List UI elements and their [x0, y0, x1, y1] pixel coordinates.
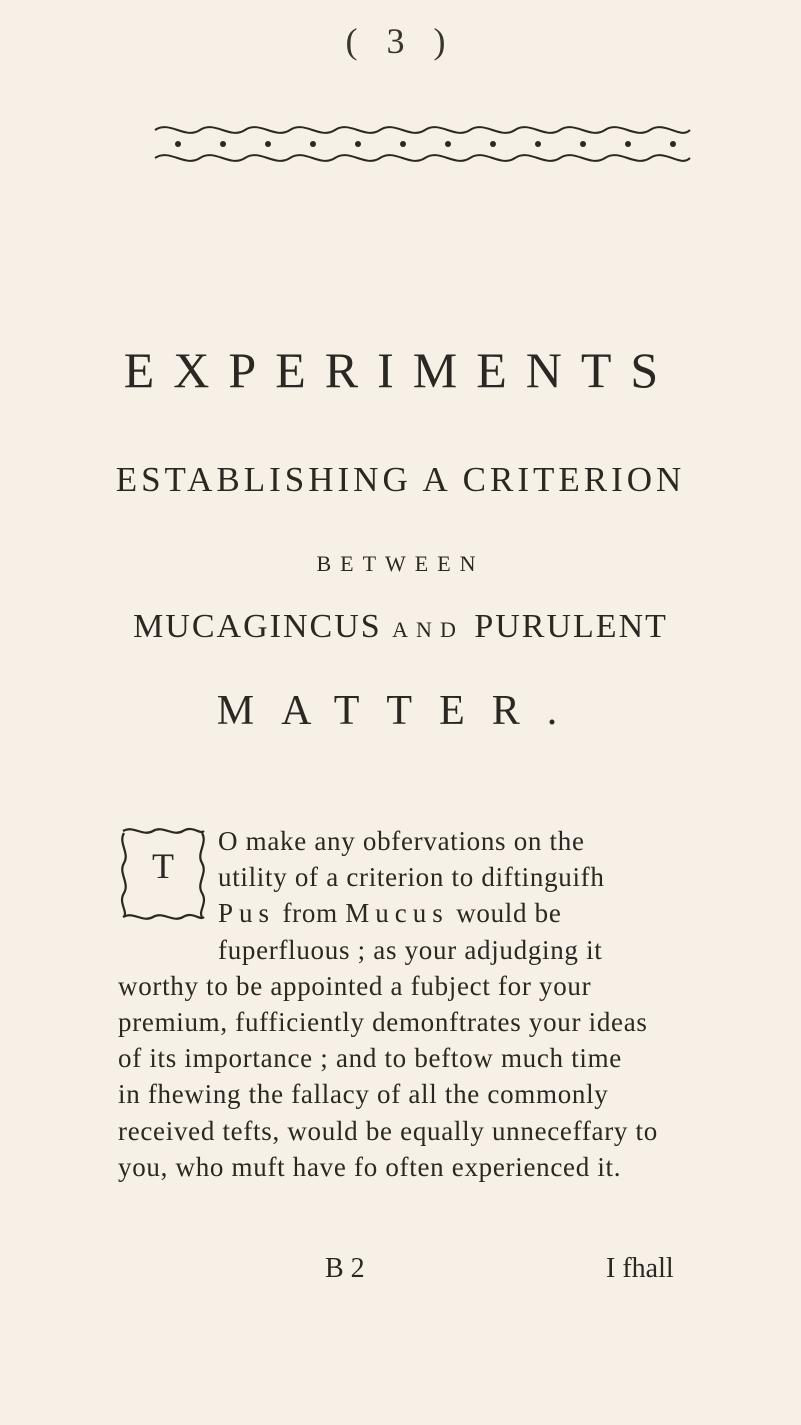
- matter-types-line: [0, 610, 801, 644]
- body-line-3: [118, 895, 678, 931]
- body-line-8: in fhewing the fallacy of all the commonly: [118, 1079, 609, 1110]
- page-number: ( 3 ): [345, 21, 456, 61]
- body-line-4: fuperfluous ; as your adjudging it: [218, 934, 603, 965]
- and-word: AND: [392, 617, 464, 642]
- signature-mark: B 2: [325, 1253, 365, 1284]
- decorative-border-ornament: [150, 120, 695, 170]
- pus-word: Pus: [218, 898, 276, 929]
- matter-word: MATTER.: [216, 688, 585, 734]
- would-be-phrase: would be: [456, 898, 562, 929]
- body-line-10: you, who muft have fo often experienced it.: [118, 1151, 622, 1182]
- body-line-7: of its importance ; and to beftow much time: [118, 1043, 622, 1074]
- body-paragraph: [118, 823, 678, 1185]
- body-line-9: received tefts, would be equally unneceffary to: [118, 1115, 658, 1146]
- body-line-6: premium, fufficiently demonftrates your ideas: [118, 1006, 648, 1037]
- body-line-2: utility of a criterion to diftinguifh: [218, 862, 605, 893]
- from-word: from: [282, 898, 338, 929]
- body-line-1: O make any obfervations on the: [218, 826, 585, 856]
- catchword: I fhall: [606, 1253, 674, 1284]
- drop-cap-letter: T: [152, 846, 174, 886]
- mucus-word: Mucus: [345, 898, 449, 929]
- purulent-word: PURULENT: [474, 608, 668, 645]
- subtitle: ESTABLISHING A CRITERION: [115, 460, 686, 499]
- main-title: EXPERIMENTS: [123, 342, 678, 398]
- body-line-5: worthy to be appointed a fubject for your: [118, 970, 592, 1001]
- mucaginous-word: MUCAGINCUS: [133, 608, 382, 645]
- between-word: BETWEEN: [316, 551, 485, 576]
